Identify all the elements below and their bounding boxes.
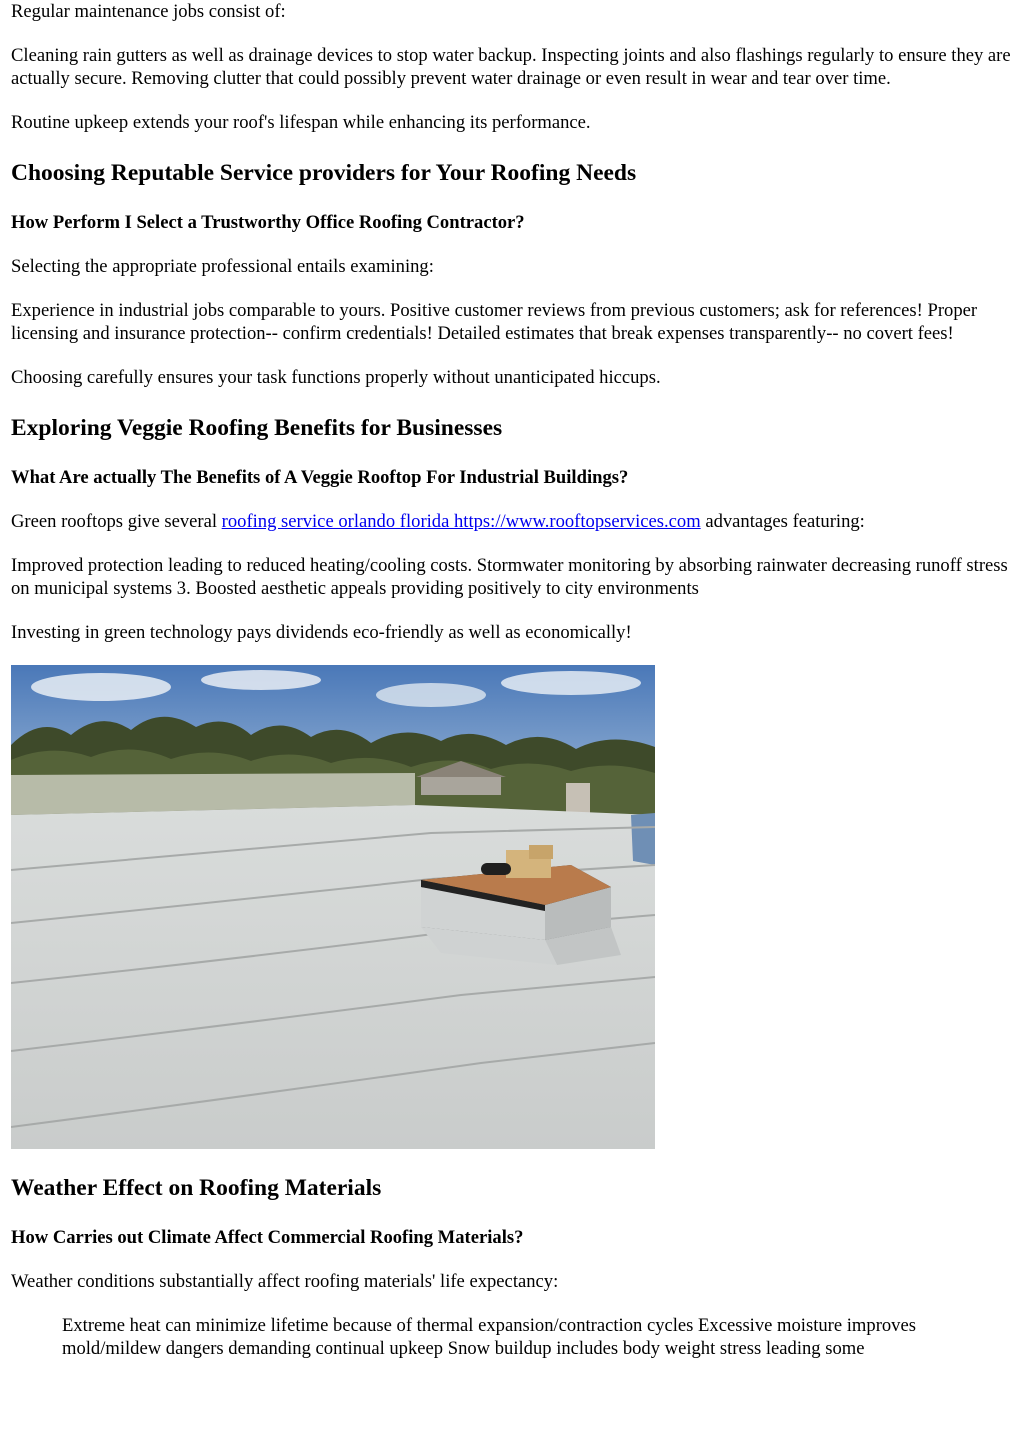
weather-lead: Weather conditions substantially affect roofing materials' life expectancy:: [11, 1271, 559, 1292]
green-closing: Investing in green technology pays dividends eco-friendly as well as economically!: [11, 622, 632, 643]
heading-weather: Weather Effect on Roofing Materials: [11, 1175, 382, 1201]
green-benefits: Improved protection leading to reduced heating/cooling costs. Stormwater monitoring by absorbing rainwater decreasing runoff stress on municipal systems 3. Boosted aesthetic appeals providing positively to city environments: [11, 555, 1008, 599]
green-lead-before: Green rooftops give several: [11, 511, 222, 532]
flat-roof-photo-image: [11, 665, 655, 1149]
contractors-criteria: Experience in industrial jobs comparable to yours. Positive customer reviews from previous customers; ask for references! Proper licensing and insurance protection-- confirm credentials! Detailed estimates that break expenses transparently-- no covert fees!: [11, 300, 978, 344]
heading-contractors: Choosing Reputable Service providers for Your Roofing Needs: [11, 160, 637, 186]
green-lead-after: advantages featuring:: [700, 511, 865, 532]
weather-effects: Extreme heat can minimize lifetime because of thermal expansion/contraction cycles Excessive moisture improves mold/mildew dangers demanding continual upkeep Snow buildup includes body weight stress leading some: [62, 1315, 916, 1359]
flat-roof-photo: [11, 665, 655, 1149]
subheading-weather: How Carries out Climate Affect Commercial Roofing Materials?: [11, 1227, 524, 1248]
contractors-closing: Choosing carefully ensures your task functions properly without unanticipated hiccups.: [11, 367, 661, 388]
heading-green-roofing: Exploring Veggie Roofing Benefits for Businesses: [11, 415, 503, 441]
weather-effects-quote: [62, 1314, 1013, 1360]
intro-closing: Routine upkeep extends your roof's lifespan while enhancing its performance.: [11, 112, 591, 133]
rooftop-services-link[interactable]: roofing service orlando florida https://www.rooftopservices.com: [221, 511, 701, 532]
subheading-contractors: How Perform I Select a Trustworthy Office Roofing Contractor?: [11, 212, 525, 233]
green-lead: [11, 510, 1013, 533]
intro-tasks: Cleaning rain gutters as well as drainage devices to stop water backup. Inspecting joints and also flashings regularly to ensure they are actually secure. Removing clutter that could possibly prevent water drainage or even result in wear and tear over time.: [11, 45, 1011, 89]
intro-lead: Regular maintenance jobs consist of:: [11, 1, 286, 22]
subheading-green-roofing: What Are actually The Benefits of A Veggie Rooftop For Industrial Buildings?: [11, 467, 629, 488]
contractors-lead: Selecting the appropriate professional entails examining:: [11, 256, 434, 277]
